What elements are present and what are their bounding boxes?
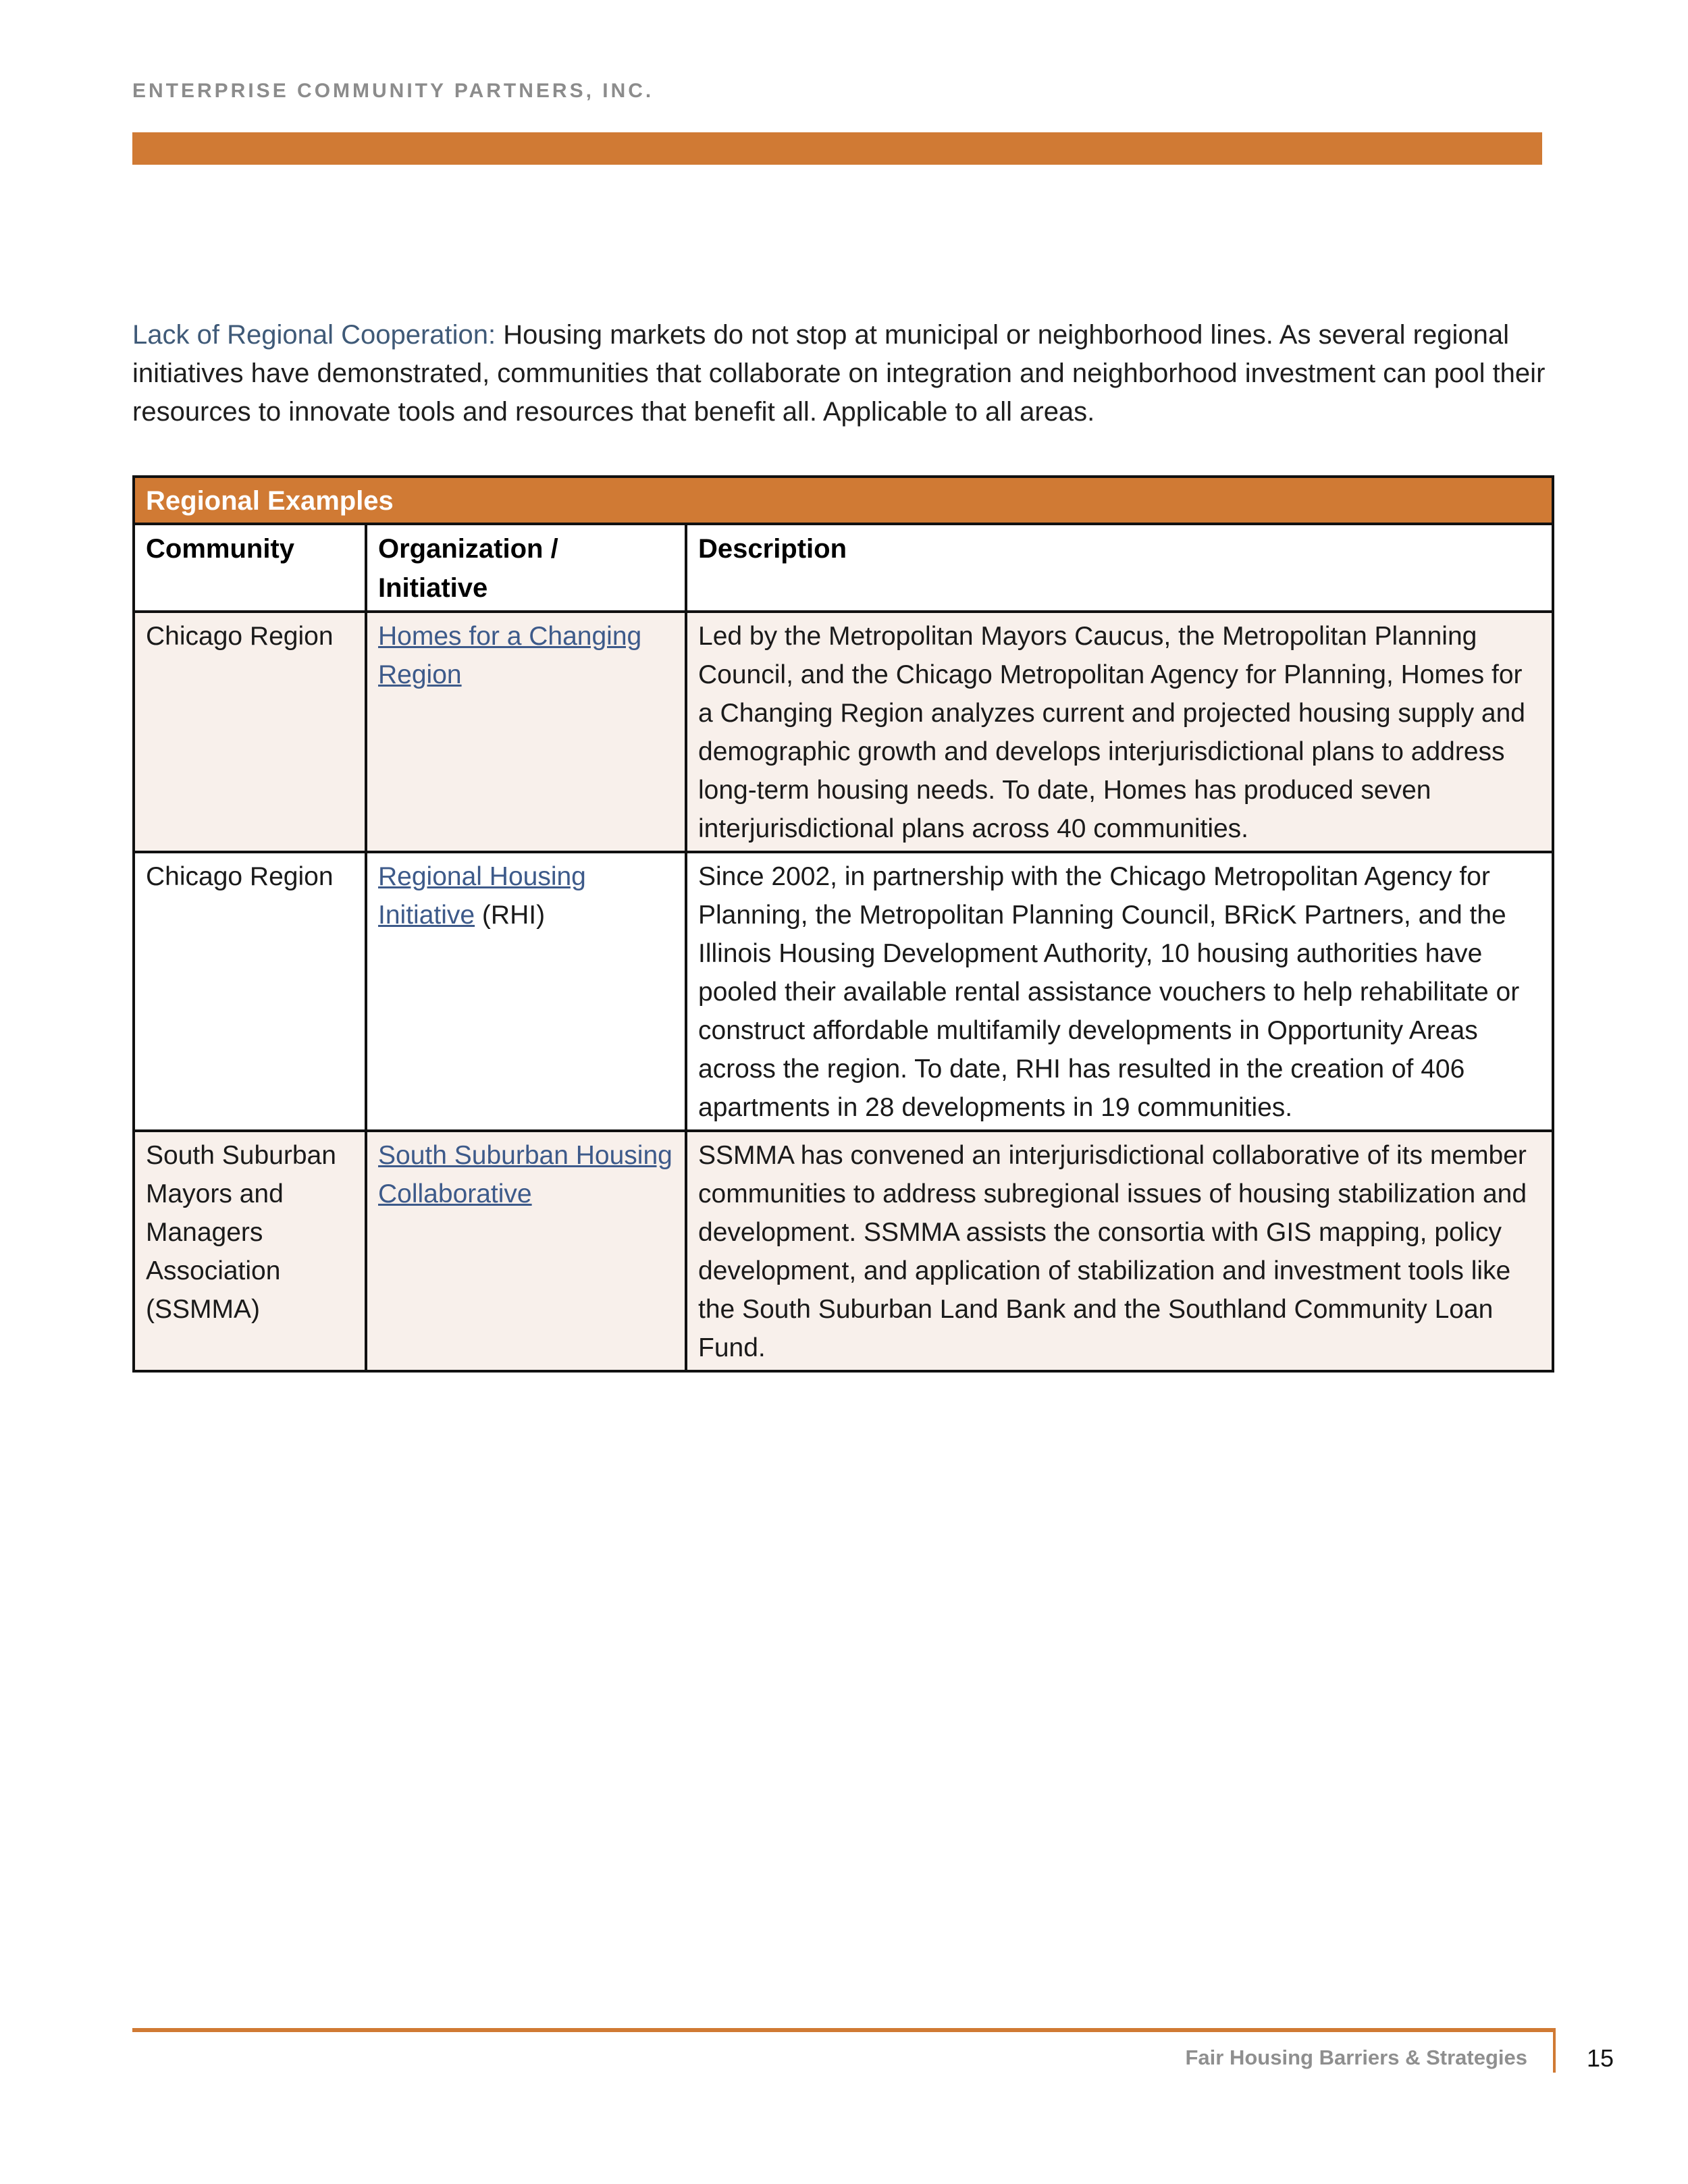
community-cell: Chicago Region [134, 612, 366, 852]
organization-link[interactable]: South Suburban Housing Collaborative [378, 1141, 672, 1208]
community-cell: Chicago Region [134, 852, 366, 1131]
footer-title: Fair Housing Barriers & Strategies [1185, 2046, 1527, 2069]
table-row [134, 852, 1553, 1131]
organization-cell [366, 1131, 686, 1371]
organization-link[interactable]: Homes for a Changing Region [378, 622, 642, 689]
column-header-community: Community [134, 524, 366, 612]
column-header-organization: Organization / Initiative [366, 524, 686, 612]
table-caption: Regional Examples [134, 477, 1553, 524]
footer-divider [1553, 2028, 1556, 2073]
organization-suffix: (RHI) [475, 901, 546, 930]
organization-cell [366, 612, 686, 852]
table-row [134, 612, 1553, 852]
header-accent-bar [132, 132, 1542, 165]
description-cell: Since 2002, in partnership with the Chicago Metropolitan Agency for Planning, the Metropolitan Planning Council, BRicK Partners, and the Illinois Housing Development Authority, 10 housing authorities have pooled their available rental assistance vouchers to help rehabilitate or construct affordable multifamily developments in Opportunity Areas across the region. To date, RHI has resulted in the creation of 406 apartments in 28 developments in 19 communities. [686, 852, 1553, 1131]
regional-examples-table [132, 475, 1554, 1373]
table-row [134, 1131, 1553, 1371]
running-head: ENTERPRISE COMMUNITY PARTNERS, INC. [132, 80, 654, 102]
column-header-description: Description [686, 524, 1553, 612]
description-cell: SSMMA has convened an interjurisdictional collaborative of its member communities to address subregional issues of housing stabilization and development. SSMMA assists the consortia with GIS mapping, policy development, and application of stabilization and investment tools like the South Suburban Land Bank and the Southland Community Loan Fund. [686, 1131, 1553, 1371]
footer-rule [132, 2028, 1556, 2032]
description-cell: Led by the Metropolitan Mayors Caucus, the Metropolitan Planning Council, and the Chicago Metropolitan Agency for Planning, Homes for a Changing Region analyzes current and projected housing supply and demographic growth and develops interjurisdictional plans to address long-term housing needs. To date, Homes has produced seven interjurisdictional plans across 40 communities. [686, 612, 1553, 852]
intro-paragraph [132, 316, 1550, 431]
organization-cell [366, 852, 686, 1131]
table-caption-row [134, 477, 1553, 524]
page-number: 15 [1587, 2044, 1614, 2072]
community-cell: South Suburban Mayors and Managers Association (SSMMA) [134, 1131, 366, 1371]
intro-lead: Lack of Regional Cooperation: [132, 320, 496, 350]
table-header-row [134, 524, 1553, 612]
organization-link[interactable]: Regional Housing Initiative [378, 862, 586, 930]
intro-text: Housing markets do not stop at municipal or neighborhood lines. As several regional initiatives have demonstrated, communities that collaborate on integration and neighborhood investment can pool their resources to innovate tools and resources that benefit all. Applicable to all areas. [132, 320, 1546, 427]
